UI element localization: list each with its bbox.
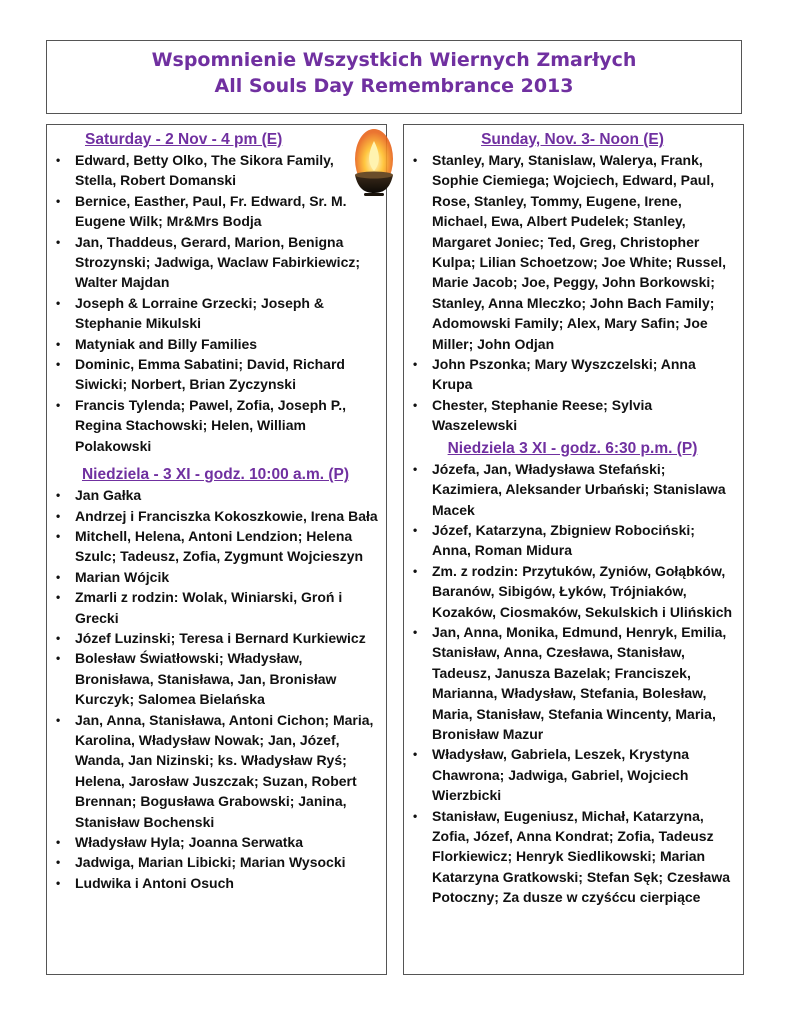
entry-text: Mitchell, Helena, Antoni Lendzion; Helena Szulc; Tadeusz, Zofia, Zygmunt Wojcieszyn [75, 527, 364, 565]
bullet-icon: • [413, 624, 418, 639]
bullet-icon: • [56, 397, 61, 412]
entry-text: Bolesław Światłowski; Władysław, Bronisława, Stanisława, Jan, Bronisław Kurczyk; Salomea Bielańska [75, 650, 337, 708]
entry-text: Jan Gałka [75, 487, 142, 504]
entry-text: Edward, Betty Olko, The Sikora Family, Stella, Robert Domanski [75, 152, 334, 189]
list-item [410, 150, 735, 354]
bullet-icon: • [56, 712, 61, 727]
bullet-icon: • [56, 630, 61, 645]
list-item [410, 622, 735, 744]
entry-text: Dominic, Emma Sabatini; David, Richard Siwicki; Norbert, Brian Zyczynski [75, 356, 345, 393]
list-item [53, 710, 378, 832]
entry-text: Stanisław, Eugeniusz, Michał, Katarzyna, Zofia, Józef, Anna Kondrat; Zofia, Tadeusz Florkiewicz; Henryk Siedlikowski; Marian Katarzyna Gratkowski; Stefan Sęk; Czesława Potoczny; Za dusze w czyśćcu cierpiące [432, 807, 731, 906]
list-item [53, 334, 378, 354]
section-title-niedziela-morning: Niedziela - 3 XI - godz. 10:00 a.m. (P) [81, 466, 349, 484]
entry-text: Chester, Stephanie Reese; Sylvia Waszelewski [432, 396, 653, 434]
list-item [53, 485, 378, 505]
bullet-icon: • [56, 336, 61, 351]
entry-text: Francis Tylenda; Pawel, Zofia, Joseph P., Regina Stachowski; Helen, William Polakowski [75, 396, 347, 454]
entry-text: John Pszonka; Mary Wyszczelski; Anna Krupa [432, 356, 696, 393]
list-item [410, 744, 735, 805]
bullet-icon: • [413, 563, 418, 578]
list-item [410, 520, 735, 561]
bullet-icon: • [56, 193, 61, 208]
entry-text: Józefa, Jan, Władysława Stefański; Kazimiera, Aleksander Urbański; Stanislawa Macek [432, 460, 726, 518]
entry-text: Zmarli z rodzin: Wolak, Winiarski, Groń i Grecki [75, 589, 343, 626]
list-item [53, 587, 378, 628]
entry-list-niedziela-evening [410, 459, 735, 908]
title-english: All Souls Day Remembrance 2013 [214, 75, 574, 97]
entry-text: Józef, Katarzyna, Zbigniew Robociński; Anna, Roman Midura [432, 521, 695, 559]
list-item [53, 191, 378, 232]
bullet-icon: • [56, 295, 61, 310]
bullet-icon: • [413, 153, 418, 167]
entry-text: Andrzej i Franciszka Kokoszkowie, Irena Bała [75, 507, 378, 524]
bullet-icon: • [413, 357, 418, 372]
bullet-icon: • [56, 590, 61, 605]
bullet-icon: • [56, 488, 61, 503]
bullet-icon: • [56, 508, 61, 523]
section-title-saturday: Saturday - 2 Nov - 4 pm (E) [85, 131, 283, 148]
list-item [410, 806, 735, 908]
right-column [403, 124, 744, 975]
entry-text: Matyniak and Billy Families [75, 335, 258, 352]
list-item [410, 459, 735, 520]
bullet-icon: • [56, 875, 61, 890]
list-item [53, 354, 378, 395]
entry-text: Stanley, Mary, Stanislaw, Walerya, Frank, Sophie Ciemiega; Wojciech, Edward, Paul, Rose, Stanley, Tommy, Eugene, Irene, Michael, Ewa, Albert Pudelek; Stanley, Margaret Joniec; Ted, Greg, Christopher Kulpa; Lilian Schoetzow; Joe White; Russel, Marie Jacob; Joe, Peggy, John Borkowski; Stanley, Anna Mleczko; John Bach Family; Adomowski Family; Alex, Mary Safin; Joe Miller; John Odjan [432, 152, 727, 352]
list-item [53, 526, 378, 567]
bullet-icon: • [413, 397, 418, 412]
entry-text: Bernice, Easther, Paul, Fr. Edward, Sr. M. Eugene Wilk; Mr&Mrs Bodja [75, 192, 347, 230]
bullet-icon: • [56, 569, 61, 584]
bullet-icon: • [413, 461, 418, 476]
entry-text: Ludwika i Antoni Osuch [75, 874, 234, 891]
list-item [53, 832, 378, 852]
section-title-niedziela-evening: Niedziela 3 XI - godz. 6:30 p.m. (P) [447, 439, 698, 457]
list-item [410, 395, 735, 436]
entry-text: Marian Wójcik [75, 568, 170, 585]
bullet-icon: • [413, 747, 418, 762]
entry-text: Zm. z rodzin: Przytuków, Zyniów, Gołąbków, Baranów, Sibigów, Łyków, Trójniaków, Kozaków, Ciosmaków, Sekulskich i Ulińskich [432, 562, 733, 620]
candle-icon [350, 123, 398, 201]
entry-text: Joseph & Lorraine Grzecki; Joseph & Stephanie Mikulski [75, 294, 324, 332]
list-item [53, 150, 378, 191]
section-title-sunday: Sunday, Nov. 3- Noon (E) [481, 131, 664, 148]
list-item [53, 852, 378, 872]
list-item [53, 567, 378, 587]
list-item [53, 873, 378, 893]
list-item [53, 232, 378, 293]
list-item [53, 628, 378, 648]
entry-list-sunday [410, 150, 735, 436]
bullet-icon: • [56, 528, 61, 543]
bullet-icon: • [56, 153, 61, 167]
list-item [53, 395, 378, 456]
list-item [53, 506, 378, 526]
bullet-icon: • [413, 808, 418, 823]
entry-text: Jan, Anna, Stanisława, Antoni Cichon; Maria, Karolina, Władysław Nowak; Jan, Józef, Wanda, Jan Nizinski; ks. Władysław Ryś; Helena, Jarosław Juszczak; Suzan, Robert Brennan; Bogusława Grabowski; Janina, Stanisław Bochenski [75, 711, 374, 830]
bullet-icon: • [56, 651, 61, 666]
entry-text: Józef Luzinski; Teresa i Bernard Kurkiewicz [75, 629, 366, 646]
bullet-icon: • [56, 234, 61, 249]
entry-text: Jadwiga, Marian Libicki; Marian Wysocki [75, 854, 346, 871]
title-polish: Wspomnienie Wszystkich Wiernych Zmarłych [151, 49, 637, 71]
left-column [46, 124, 387, 975]
list-item [53, 648, 378, 709]
entry-text: Władysław Hyla; Joanna Serwatka [75, 834, 303, 850]
list-item [53, 293, 378, 334]
header-box [46, 40, 742, 114]
entry-text: Władysław, Gabriela, Leszek, Krystyna Chawrona; Jadwiga, Gabriel, Wojciech Wierzbicki [432, 746, 690, 804]
list-item [410, 561, 735, 622]
bullet-icon: • [56, 835, 61, 849]
list-item [410, 354, 735, 395]
bullet-icon: • [413, 522, 418, 537]
entry-list-saturday [53, 150, 378, 456]
entry-text: Jan, Thaddeus, Gerard, Marion, Benigna Strozynski; Jadwiga, Waclaw Fabirkiewicz; Walter Majdan [75, 233, 361, 291]
entry-text: Jan, Anna, Monika, Edmund, Henryk, Emilia, Stanisław, Anna, Czesława, Stanisław, Tadeusz, Janusza Bazelak; Franciszek, Marianna, Władysław, Stefania, Bolesław, Maria, Stanisław, Stefania Wincenty, Maria, Bronisław Mazur [432, 623, 727, 742]
bullet-icon: • [56, 357, 61, 372]
entry-list-niedziela-morning [53, 485, 378, 893]
bullet-icon: • [56, 855, 61, 870]
